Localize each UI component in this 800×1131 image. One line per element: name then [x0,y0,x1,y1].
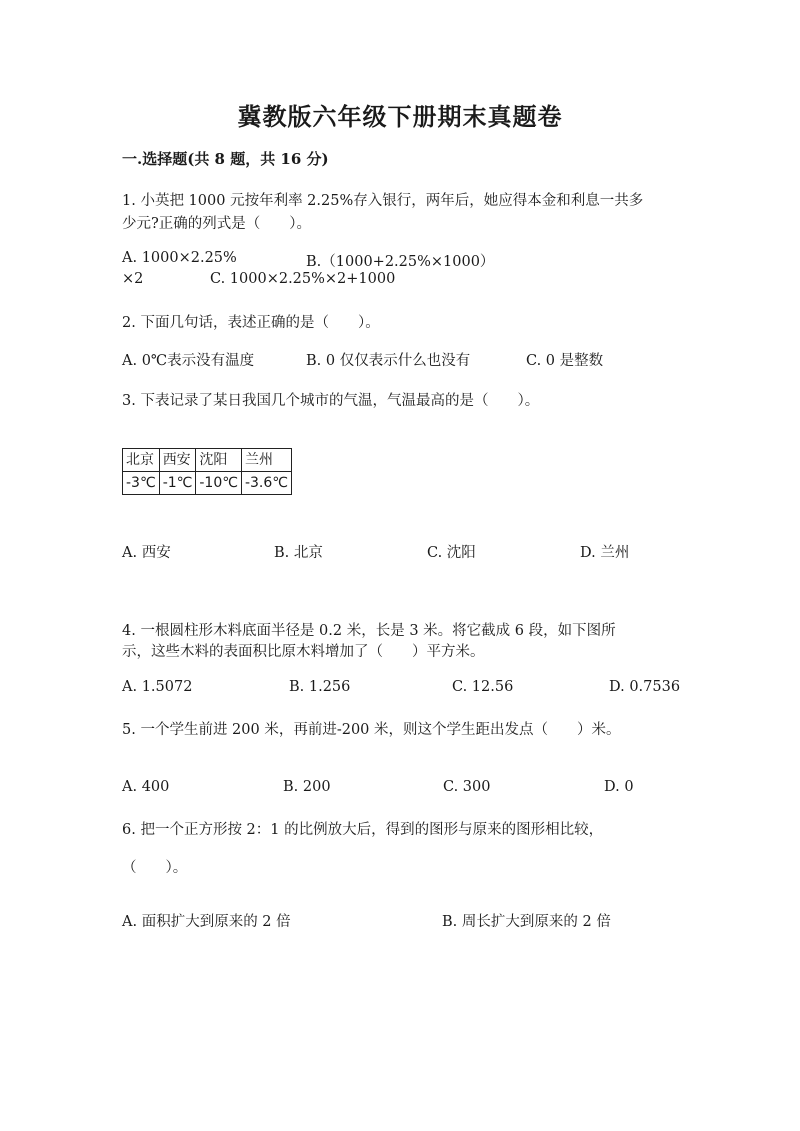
q3-option-b: B. 北京 [274,545,323,561]
q6-stem-line2: （ ）。 [122,860,188,876]
q5-stem: 5. 一个学生前进 200 米，再前进-200 米，则这个学生距出发点（ ）米。 [122,722,621,738]
temperature-table [122,448,292,495]
q1-stem-line1: 1. 小英把 1000 元按年利率 2.25%存入银行，两年后，她应得本金和利息一共多 [122,193,644,209]
q5-option-d: D. 0 [604,779,634,795]
table-cell-temp: -10℃ [196,472,242,495]
q3-stem: 3. 下表记录了某日我国几个城市的气温，气温最高的是（ ）。 [122,393,540,409]
q4-stem-line2: 示，这些木料的表面积比原木料增加了（ ）平方米。 [122,644,485,660]
q4-option-a: A. 1.5072 [122,679,193,695]
table-cell-temp: -3.6℃ [241,472,291,495]
q3-option-a: A. 西安 [122,545,171,561]
page-title: 冀教版六年级下册期末真题卷 [237,102,563,131]
table-row-temps [123,472,292,495]
table-cell-temp: -1℃ [159,472,196,495]
table-cell-city: 西安 [159,449,196,472]
table-cell-city: 北京 [123,449,160,472]
q3-option-c: C. 沈阳 [427,545,476,561]
q5-option-a: A. 400 [122,779,170,795]
q1-stem-line2: 少元?正确的列式是（ ）。 [122,216,312,232]
q1-option-c: C. 1000×2.25%×2+1000 [210,271,396,287]
q6-option-b: B. 周长扩大到原来的 2 倍 [442,914,611,930]
q5-option-b: B. 200 [283,779,331,795]
table-row-cities [123,449,292,472]
q2-option-a: A. 0℃表示没有温度 [122,353,255,369]
q4-option-d: D. 0.7536 [609,679,681,695]
q6-option-a: A. 面积扩大到原来的 2 倍 [122,914,291,930]
q4-stem-line1: 4. 一根圆柱形木料底面半径是 0.2 米，长是 3 米。将它截成 6 段，如下图所 [122,623,616,639]
table-cell-temp: -3℃ [123,472,160,495]
q4-option-b: B. 1.256 [289,679,351,695]
q2-stem: 2. 下面几句话，表述正确的是（ ）。 [122,315,380,331]
q2-option-c: C. 0 是整数 [526,353,604,369]
section-heading: 一.选择题(共 8 题，共 16 分) [122,150,329,168]
q1-option-a: A. 1000×2.25% [122,250,237,266]
q3-option-d: D. 兰州 [580,545,630,561]
table-cell-city: 沈阳 [196,449,242,472]
q1-option-b: B.（1000+2.25%×1000） [306,254,495,270]
q2-option-b: B. 0 仅仅表示什么也没有 [306,353,471,369]
table-cell-city: 兰州 [241,449,291,472]
q4-option-c: C. 12.56 [452,679,514,695]
q6-stem-line1: 6. 把一个正方形按 2：1 的比例放大后，得到的图形与原来的图形相比较， [122,822,604,838]
q5-option-c: C. 300 [443,779,491,795]
q1-option-b-continued: ×2 [122,271,144,287]
